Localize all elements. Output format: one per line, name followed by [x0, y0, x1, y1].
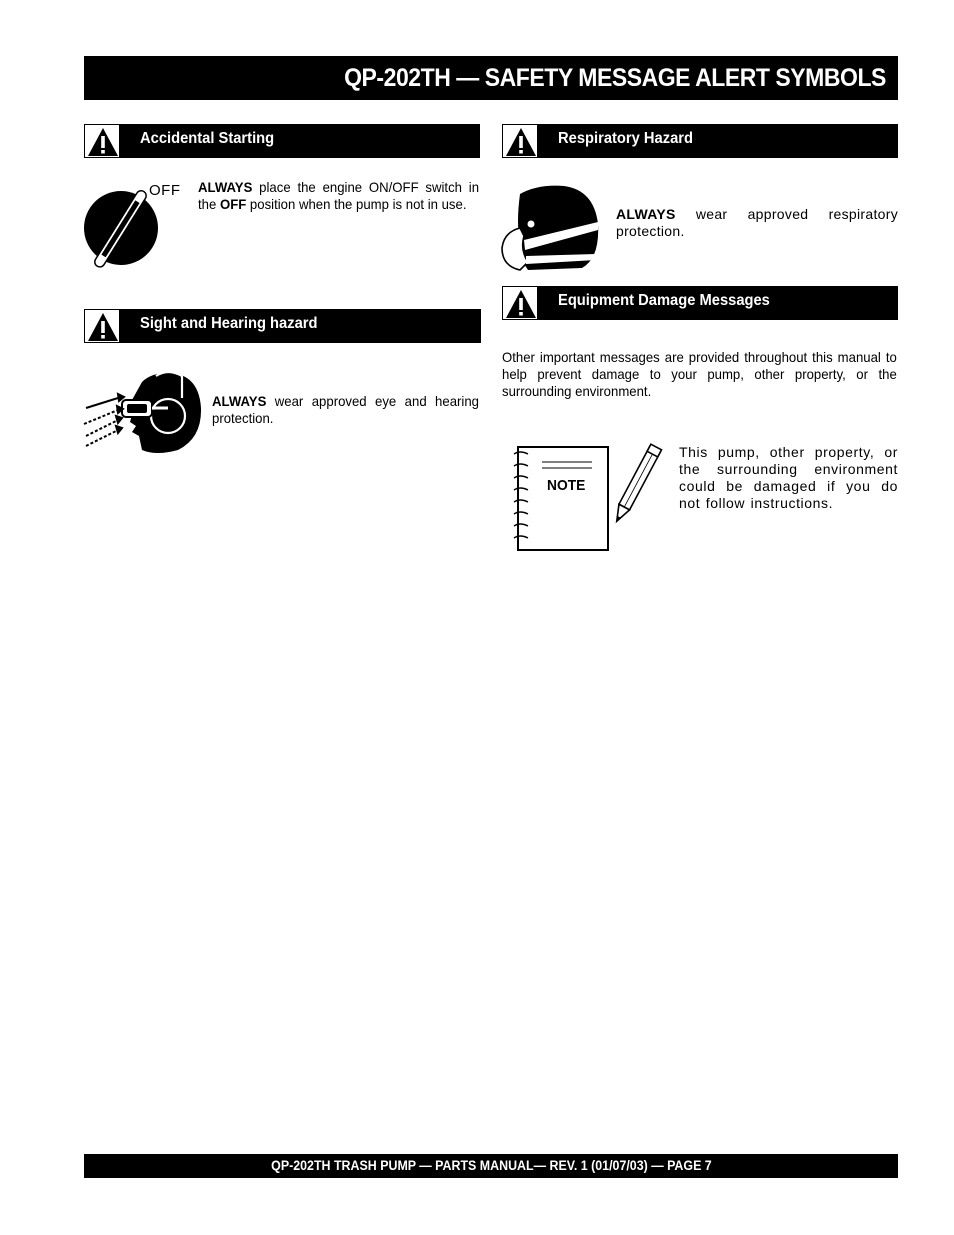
equipment-damage-intro: Other important messages are provided throughout this manual to help prevent damage to your pump, other property, or the surrounding environment.	[502, 349, 897, 399]
page-footer	[84, 1154, 898, 1178]
note-text: This pump, other property, or the surrounding environment could be damaged if you do not follow instructions.	[679, 444, 898, 511]
section-heading: Sight and Hearing hazard	[140, 315, 318, 332]
section-header-equipment-damage	[502, 286, 898, 320]
page-title-bar	[84, 56, 898, 100]
note-label: NOTE	[547, 477, 586, 494]
section-heading: Respiratory Hazard	[558, 130, 693, 147]
accidental-starting-text: ALWAYS place the engine ON/OFF switch in the OFF position when the pump is not in use.	[198, 179, 480, 212]
warning-triangle-icon	[84, 124, 120, 158]
section-header-respiratory	[502, 124, 898, 158]
warning-triangle-icon	[84, 309, 120, 343]
pencil-icon	[608, 440, 664, 530]
warning-triangle-icon	[502, 124, 538, 158]
section-heading: Accidental Starting	[140, 130, 275, 147]
respirator-icon	[498, 184, 604, 274]
footer-text: QP-202TH TRASH PUMP — PARTS MANUAL— REV. 1 (01/07/03) — PAGE 7	[270, 1158, 712, 1173]
section-header-accidental-starting	[84, 124, 480, 158]
eye-ear-protection-icon	[82, 370, 204, 456]
warning-triangle-icon	[502, 286, 538, 320]
respiratory-text: ALWAYS wear approved respiratory protection.	[616, 206, 898, 239]
section-heading: Equipment Damage Messages	[558, 292, 770, 309]
section-header-sight-hearing	[84, 309, 481, 343]
off-switch-label: OFF	[149, 182, 181, 199]
notebook-icon	[512, 444, 614, 554]
sight-hearing-text: ALWAYS wear approved eye and hearing protection.	[212, 393, 479, 426]
page-title: QP-202TH — SAFETY MESSAGE ALERT SYMBOLS	[344, 64, 886, 92]
